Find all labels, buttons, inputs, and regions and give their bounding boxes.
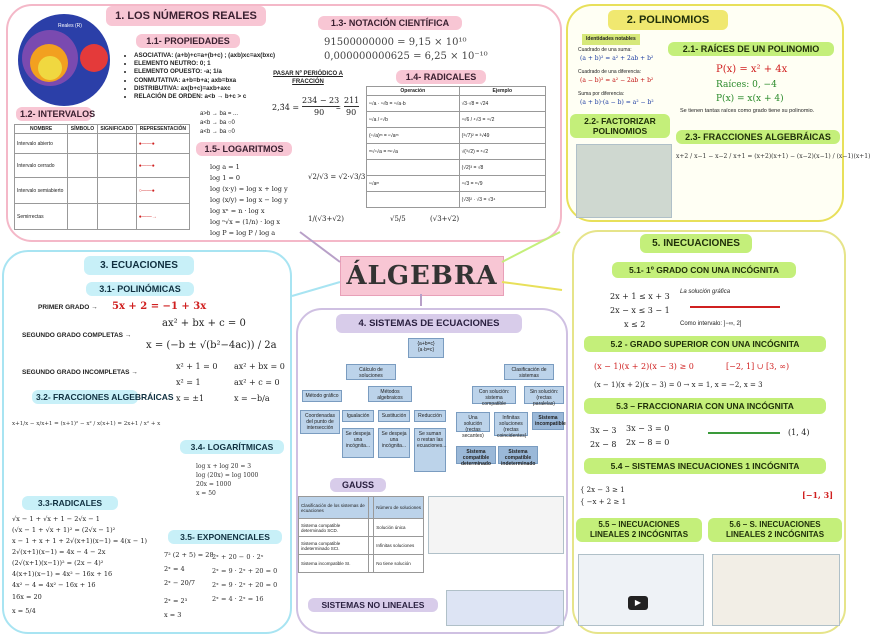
rad-extra: (√3+√2): [430, 215, 460, 223]
log-item: log 1 = 0: [210, 174, 241, 182]
gauss-row: Clasificación de los sistemas de ecuaciones: [299, 497, 369, 519]
exp-line: x = 3: [164, 611, 182, 619]
order-line: a<b → ba ○0: [200, 120, 235, 126]
ident-line: (a + b)·(a − b) = a² − b²: [580, 99, 654, 106]
ident-line: Cuadrado de una diferencia:: [578, 69, 642, 75]
row-label: Intervalo semiabierto: [15, 178, 68, 204]
rad-line: 4(x+1)(x−1) = 4x² − 16x + 16: [12, 570, 113, 578]
rad-extra: √5/5: [390, 215, 406, 223]
exp-line: 2ˣ = 2³: [164, 597, 188, 605]
ident-line: (a − b)² = a² − 2ab + b²: [580, 77, 654, 84]
prop-item: • ELEMENTO OPUESTO: -a; 1/a: [134, 68, 275, 76]
video-play-icon[interactable]: ▶: [628, 596, 648, 610]
periodico-num: 234 − 23: [302, 96, 340, 105]
ineq-2-sol: [−2, 1] ∪ [3, ∞): [726, 362, 790, 371]
flow-node: Coordenadas del punto de intersección: [300, 410, 340, 434]
flow-node: Método gráfico: [302, 390, 342, 402]
log-item: log ⁿ√x = (1/n) · log x: [210, 218, 281, 226]
ineq-1-line: 2x + 1 ≤ x + 3: [610, 292, 670, 301]
incompletas-label: SEGUNDO GRADO INCOMPLETAS →: [22, 369, 138, 376]
flow-node: Se despeja una incógnita...: [378, 428, 410, 458]
col-header: SÍMBOLO: [68, 125, 97, 134]
periodico-title: PASAR Nº PERIÓDICO A FRACCIÓN: [273, 71, 343, 85]
flow-node: Se suman o restan las ecuaciones...: [414, 428, 446, 472]
flow-node: Cálculo de soluciones: [346, 364, 396, 380]
polinomicas-title: 3.1- POLINÓMICAS: [86, 282, 194, 296]
ineq-6-image: [712, 554, 840, 626]
gauss-matrix-image: [428, 496, 564, 554]
periodico-den: 90: [314, 108, 325, 117]
raices-note: Se tienen tantas raíces como grado tiene su polinomio.: [680, 108, 815, 114]
rad-extra: √2/√3 = √2·√3/3: [308, 173, 366, 181]
flow-node: Métodos algebraicos: [368, 386, 412, 402]
gauss-col: No tiene solución: [374, 555, 424, 573]
rad-line: √x − 1 + √x + 1 − 2√x − 1: [12, 515, 100, 523]
rad-line: 16x = 20: [12, 593, 42, 601]
log-item: log a = 1: [210, 163, 240, 171]
incompleta-eq: ax² + c = 0: [234, 378, 280, 387]
flow-node: Con solución: sistema compatible: [472, 386, 516, 404]
ineq-1-line-graph: [690, 306, 780, 308]
completas-label: SEGUNDO GRADO COMPLETAS →: [22, 332, 132, 339]
cientifica-ex2: 0,000000000625 = 6,25 × 10⁻¹⁰: [324, 51, 488, 62]
ineq-3-num: 3x − 3 = 0: [626, 424, 670, 433]
logaritmicas-example: log x + log 20 = 3 log (20x) = log 1000 20x = 1000 x = 50: [196, 463, 259, 497]
col-header: Operación: [367, 87, 460, 96]
exp-line: 2ˣ = 4: [164, 565, 185, 573]
periodico-lhs: 2,3̂4 =: [272, 103, 300, 112]
radicales-table: Operación Ejemplo ⁿ√a · ⁿ√b = ⁿ√a·b √3·√8 = √24 ⁿ√a / ⁿ√b ⁴√6 / ⁴√3 = ⁴√2 (ⁿ√a)ᵐ = ⁿ√aᵐ (³√7)² = ³√49 ᵐ√ⁿ√a = ᵐⁿ√a √(³√2) = ⁶√2 (√2)³ = √8 ⁿ√aᵐ ⁴√3 = ⁸√9 (√3)² · √3 = √3⁴: [366, 86, 546, 208]
col-header: NOMBRE: [15, 125, 68, 134]
periodico-res-num: 211: [344, 96, 360, 105]
frac-example: x+2 / x−1 − x−2 / x+1 = (x+2)(x+1) − (x−2)(x−1) / (x−1)(x+1): [676, 153, 870, 160]
order-line: a<b → ba ○0: [200, 129, 235, 135]
section-4-title: 4. SISTEMAS DE ECUACIONES: [336, 314, 522, 333]
intervalos-title: 1.2- INTERVALOS: [16, 107, 92, 121]
logaritmicas-title: 3.4- LOGARÍTMICAS: [180, 440, 284, 454]
gauss-col: Infinitas soluciones: [374, 537, 424, 555]
completas-eq: ax² + bx + c = 0: [162, 318, 246, 329]
prop-item: • ASOCIATIVA: (a+b)+c=a+(b+c) ; (axb)xc=ax(bxc): [134, 52, 275, 60]
flow-node: Una solución (rectas secantes): [456, 412, 490, 432]
ineq-1-graf: La solución gráfica: [680, 289, 731, 295]
raices-roots: Raíces: 0, −4: [716, 80, 777, 90]
incompleta-eq: x² + 1 = 0: [176, 362, 218, 371]
exp-col2: 2ˣ + 20 − 0 · 2ˣ 2ˣ = 9 · 2ˣ + 20 = 0 2ˣ = 9 · 2ˣ + 20 = 0 2ˣ = 4 · 2ˣ = 16: [212, 553, 278, 603]
flow-node: Reducción: [414, 410, 446, 422]
section-3-title: 3. ECUACIONES: [84, 256, 194, 275]
flow-node: Clasificación de sistemas: [504, 364, 554, 380]
gauss-col: Número de soluciones: [374, 497, 424, 519]
rad-line: (√x − 1 + √x + 1)² = (2√x − 1)²: [12, 526, 116, 534]
props-title: 1.1- PROPIEDADES: [136, 34, 240, 48]
logaritmos-title: 1.5- LOGARITMOS: [196, 142, 292, 156]
ineq-4-system: { 2x − 3 ≥ 1 { −x + 2 ≥ 1: [580, 486, 627, 506]
ineq-2-title: 5.2 - GRADO SUPERIOR CON UNA INCÓGNITA: [584, 336, 826, 352]
log-item: log (x/y) = log x − log y: [210, 196, 288, 204]
completas-formula: x = (−b ± √(b²−4ac)) / 2a: [146, 340, 277, 351]
rad-line: 4x² − 4 = 4x² − 16x + 16: [12, 581, 96, 589]
raices-title: 2.1- RAÍCES DE UN POLINOMIO: [668, 42, 834, 56]
fracciones-eq-example: x+1/x − x/x+1 = (x+1)² − x² / x(x+1) = 2x+1 / x² + x: [12, 421, 161, 427]
ineq-5-image: [578, 554, 704, 626]
radicales-eq-title: 3.3-RADICALES: [22, 496, 118, 510]
raices-poly: P(x) = x² + 4x: [716, 64, 788, 75]
ineq-6-title: 5.6 – S. INECUACIONES LINEALES 2 INCÓGNITAS: [708, 518, 842, 542]
prop-item: • ELEMENTO NEUTRO: 0; 1: [134, 60, 275, 68]
fracciones-title: 2.3- FRACCIONES ALGEBRÁICAS: [676, 130, 840, 144]
gauss-row: Sistema compatible determinado SCD.: [299, 519, 369, 537]
rad-line: x − 1 + x + 1 + 2√(x+1)(x−1) = 4(x − 1): [12, 537, 147, 545]
flow-node: Sistema compatible determinado: [456, 446, 496, 464]
gauss-col: Solución única: [374, 519, 424, 537]
incompleta-eq: x = −b/a: [234, 394, 270, 403]
section-2-title: 2. POLINOMIOS: [608, 10, 728, 30]
col-header: REPRESENTACIÓN: [136, 125, 189, 134]
root-node: {a+b=c} {a·b=c}: [408, 338, 444, 358]
raices-fact: P(x) = x(x + 4): [716, 94, 784, 104]
order-line: a>b → ba = ...: [200, 111, 239, 117]
identidades-title: Identidades notables: [582, 34, 640, 45]
cientifica-ex1: 91500000000 = 9,15 × 10¹⁰: [324, 37, 467, 48]
incompleta-eq: x = ±1: [176, 394, 205, 403]
row-label: Intervalo abierto: [15, 134, 68, 154]
fracciones-eq-title: 3.2- FRACCIONES ALGEBRÁICAS: [32, 390, 138, 404]
no-lineales-image: [446, 590, 564, 626]
ineq-3-title: 5.3 – FRACCIONARIA CON UNA INCÓGNITA: [584, 398, 826, 414]
radicales-title: 1.4- RADICALES: [396, 70, 486, 84]
row-label: Semirrectas: [15, 204, 68, 230]
prop-item: • DISTRIBUTIVA: ax(b+c)=axb+axc: [134, 85, 275, 93]
ineq-4-sol: [−1, 3]: [802, 490, 833, 500]
col-header: Ejemplo: [459, 87, 545, 96]
flow-node: Igualación: [342, 410, 374, 422]
no-lineales-title: SISTEMAS NO LINEALES: [308, 598, 438, 612]
flow-node: Se despeja una incógnita...: [342, 428, 374, 458]
ineq-5-title: 5.5 – INECUACIONES LINEALES 2 INCÓGNITAS: [576, 518, 702, 542]
ineq-2-eq: (x − 1)(x + 2)(x − 3) ≥ 0: [594, 362, 694, 371]
ident-line: Cuadrado de una suma:: [578, 47, 632, 53]
row-label: Intervalo cerrado: [15, 154, 68, 178]
ineq-3-den: 2x − 8 = 0: [626, 438, 670, 447]
incompleta-eq: ax² + bx = 0: [234, 362, 285, 371]
primer-grado-label: PRIMER GRADO →: [38, 304, 98, 311]
ineq-1-line: x ≤ 2: [624, 320, 646, 329]
prop-item: • CONMUTATIVA: a+b=b+a; axb=bxa: [134, 77, 275, 85]
ineq-1-line: 2x − x ≤ 3 − 1: [610, 306, 670, 315]
rad-line: (2√(x+1)(x−1))² = (2x − 4)²: [12, 559, 104, 567]
ineq-3-graph: [708, 432, 780, 434]
flow-node: Sistema incompatible: [532, 412, 564, 430]
log-item: log xⁿ = n · log x: [210, 207, 265, 215]
primer-grado-eq: 5x + 2 = −1 + 3x: [112, 301, 207, 312]
gauss-row: Sistema incompatible SI.: [299, 555, 369, 573]
intervalos-table: NOMBRE SÍMBOLO SIGNIFICADO REPRESENTACIÓN Intervalo abierto ●——● Intervalo cerrado ●——● Intervalo semiabierto ○——● Semirrectas ●——→: [14, 124, 190, 230]
exp-line: 2ˣ − 20/7: [164, 579, 196, 587]
flow-node: Sistema compatible indeterminado: [498, 446, 538, 464]
col-header: SIGNIFICADO: [97, 125, 136, 134]
ineq-4-title: 5.4 – SISTEMAS INECUACIONES 1 INCÓGNITA: [584, 458, 826, 474]
ineq-1-interval: Como intervalo: ]−∞, 2]: [680, 321, 742, 327]
gauss-row: Sistema compatible indeterminado SCI.: [299, 537, 369, 555]
equals-sign: =: [336, 103, 341, 112]
factorizar-title: 2.2- FACTORIZAR POLINOMIOS: [570, 114, 670, 138]
periodico-res-den: 90: [346, 108, 357, 117]
center-title: ÁLGEBRA: [346, 261, 498, 291]
section-5-title: 5. INECUACIONES: [640, 234, 752, 253]
section-1-title: 1. LOS NÚMEROS REALES: [106, 6, 266, 26]
prop-item: • RELACIÓN DE ORDEN: a<b → b+c > c: [134, 93, 275, 101]
gauss-table: [298, 496, 424, 573]
flow-node: Infinitas soluciones (rectas coincidentes): [494, 412, 528, 436]
ineq-1-title: 5.1- 1º GRADO CON UNA INCÓGNITA: [612, 262, 796, 278]
log-item: log P = log P / log a: [210, 229, 276, 237]
rad-extra: 1/(√3+√2): [308, 215, 344, 223]
rad-line: 2√(x+1)(x−1) = 4x − 4 − 2x: [12, 548, 106, 556]
ident-line: Suma por diferencia:: [578, 91, 625, 97]
exp-line: 7² (2 + 5) = 28: [164, 551, 214, 559]
ineq-2-roots: (x − 1)(x + 2)(x − 3) = 0 → x = 1, x = −2, x = 3: [594, 381, 763, 389]
flow-node: Sin solución: (rectas paralelas): [524, 386, 564, 404]
ident-line: (a + b)² = a² + 2ab + b²: [580, 55, 654, 62]
exponenciales-title: 3.5- EXPONENCIALES: [168, 530, 282, 544]
venn-reales-label: Reales (R): [58, 23, 82, 29]
incompleta-eq: x² = 1: [176, 378, 201, 387]
flow-node: Sustitución: [378, 410, 410, 422]
log-item: log (x·y) = log x + log y: [210, 185, 288, 193]
cientifica-title: 1.3- NOTACIÓN CIENTÍFICA: [318, 16, 462, 30]
gauss-title: GAUSS: [330, 478, 386, 492]
ineq-3-frac: 3x − 3 2x − 8: [590, 426, 617, 449]
rad-line: x = 5/4: [12, 607, 36, 615]
ineq-3-sol: (1, 4): [788, 428, 810, 437]
